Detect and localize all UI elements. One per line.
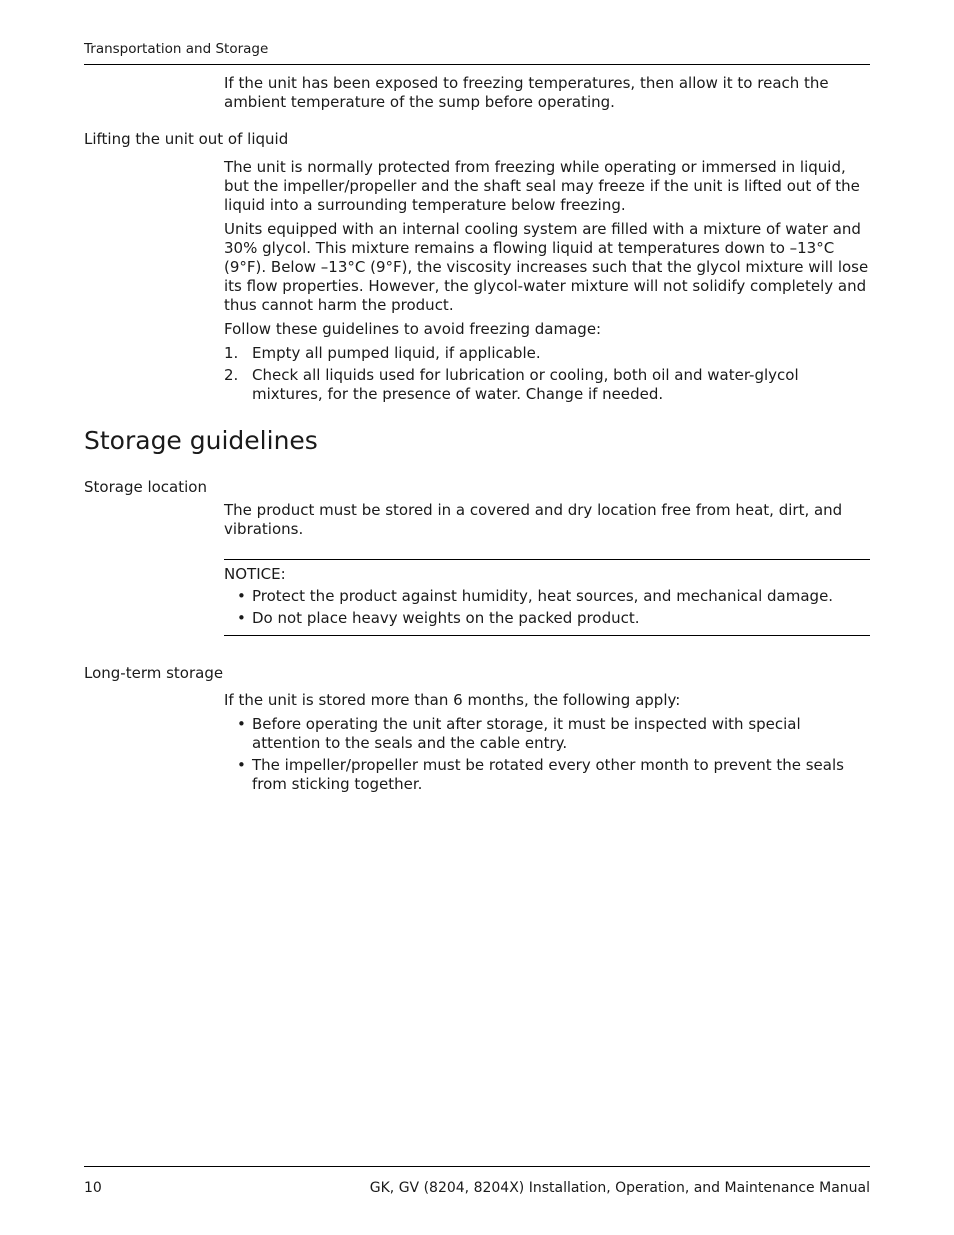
list-item xyxy=(224,587,870,606)
long-term-paragraph: If the unit is stored more than 6 months, the following apply: xyxy=(224,691,681,709)
step-text: Empty all pumped liquid, if applicable. xyxy=(252,344,541,362)
notice-box xyxy=(224,559,870,636)
running-header: Transportation and Storage xyxy=(84,41,269,57)
list-item xyxy=(224,366,870,404)
freezing-steps-list xyxy=(224,344,870,404)
list-item xyxy=(224,756,870,794)
bullet-marker: • xyxy=(237,609,246,627)
footer-rule xyxy=(84,1166,870,1167)
lifting-paragraph-1: The unit is normally protected from freezing while operating or immersed in liquid, but the impeller/propeller and the shaft seal may freeze if the unit is lifted out of the liquid into a surrounding temperature below freezing. xyxy=(224,158,860,214)
notice-list xyxy=(224,587,870,628)
bullet-marker: • xyxy=(237,587,246,605)
list-item xyxy=(224,344,870,363)
bullet-marker: • xyxy=(237,715,246,733)
long-term-item-text: The impeller/propeller must be rotated every other month to prevent the seals from sticking together. xyxy=(252,756,844,793)
list-item xyxy=(224,609,870,628)
step-number: 2. xyxy=(224,366,239,384)
lifting-heading: Lifting the unit out of liquid xyxy=(84,130,289,148)
long-term-heading: Long-term storage xyxy=(84,664,224,682)
storage-location-block xyxy=(224,501,870,544)
section-title: Storage guidelines xyxy=(84,426,318,455)
step-text: Check all liquids used for lubrication or cooling, both oil and water-glycol mixtures, for the presence of water. Change if needed. xyxy=(252,366,799,403)
notice-label: NOTICE: xyxy=(224,565,286,583)
lifting-block xyxy=(224,158,870,407)
notice-item-text: Do not place heavy weights on the packed product. xyxy=(252,609,640,627)
storage-location-heading: Storage location xyxy=(84,478,207,496)
bullet-marker: • xyxy=(237,756,246,774)
page-number: 10 xyxy=(84,1180,102,1196)
lifting-paragraph-3: Follow these guidelines to avoid freezing damage: xyxy=(224,320,602,338)
storage-location-paragraph: The product must be stored in a covered and dry location free from heat, dirt, and vibrations. xyxy=(224,501,843,538)
long-term-item-text: Before operating the unit after storage, it must be inspected with special attention to the seals and the cable entry. xyxy=(252,715,801,752)
intro-block xyxy=(224,74,870,117)
header-rule xyxy=(84,64,870,65)
long-term-list xyxy=(224,715,870,794)
intro-paragraph: If the unit has been exposed to freezing temperatures, then allow it to reach the ambient temperature of the sump before operating. xyxy=(224,74,829,111)
notice-item-text: Protect the product against humidity, heat sources, and mechanical damage. xyxy=(252,587,834,605)
manual-title: GK, GV (8204, 8204X) Installation, Operation, and Maintenance Manual xyxy=(369,1180,870,1196)
list-item xyxy=(224,715,870,753)
lifting-paragraph-2: Units equipped with an internal cooling system are filled with a mixture of water and 30% glycol. This mixture remains a flowing liquid at temperatures down to –13°C (9°F). Below –13°C (9°F), the viscosity increases such that the glycol mixture will lose its flow properties. However, the glycol-water mixture will not solidify completely and thus cannot harm the product. xyxy=(224,220,869,314)
step-number: 1. xyxy=(224,344,239,362)
long-term-block xyxy=(224,691,870,797)
